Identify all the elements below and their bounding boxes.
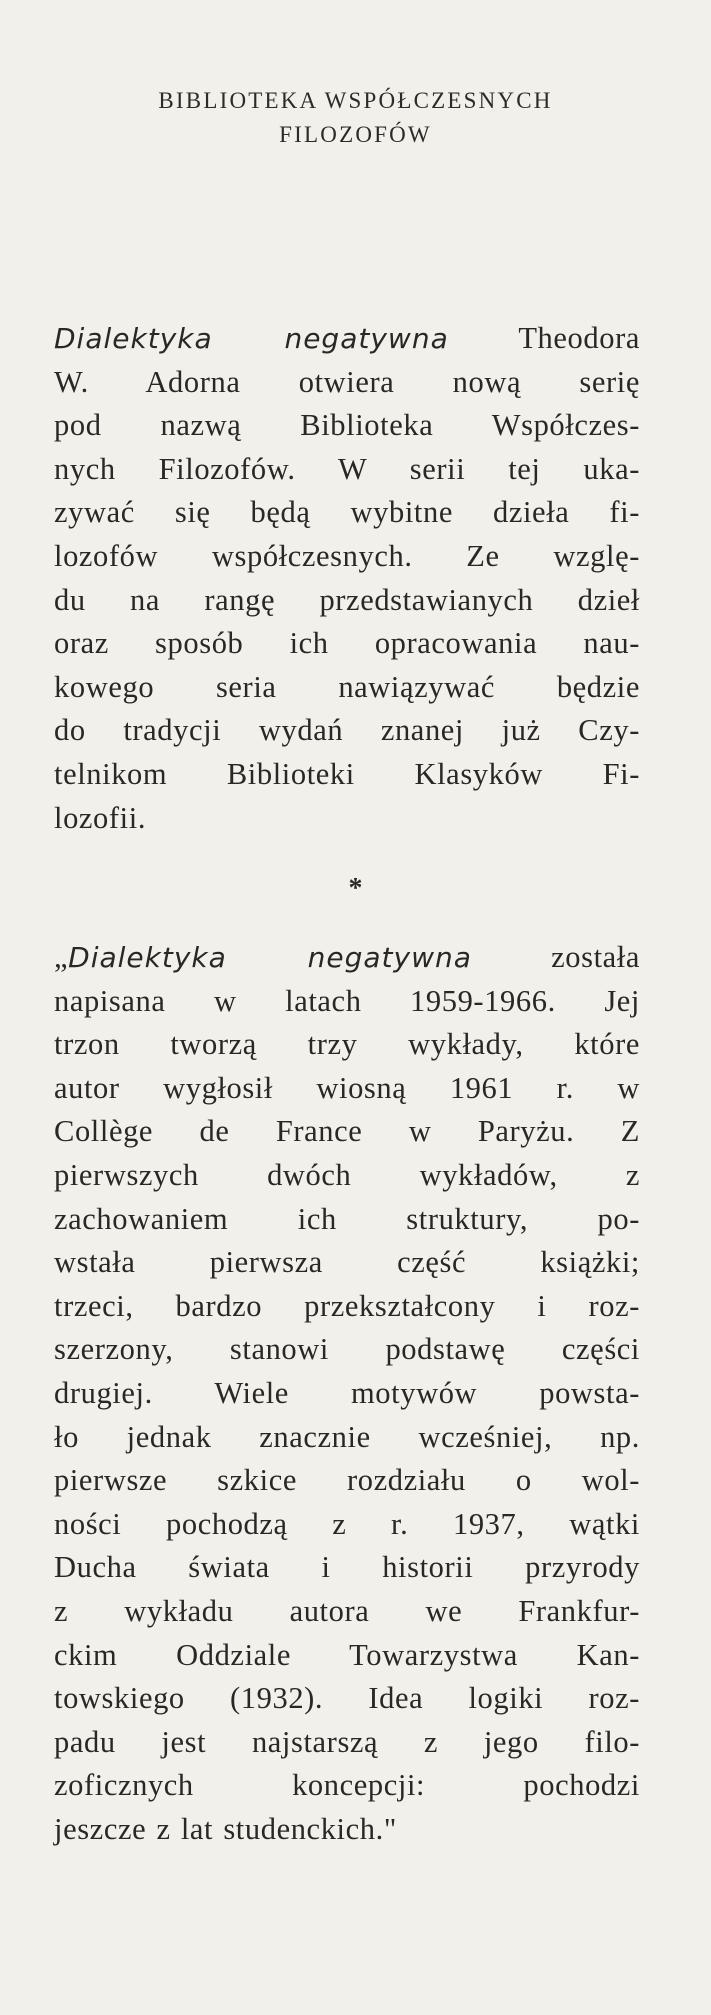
text-line: zywać się będą wybitne dzieła fi- xyxy=(54,495,640,530)
text-line: du na rangę przedstawianych dzieł xyxy=(54,582,640,617)
book-title-italic: Dialektyka negatywna xyxy=(68,941,472,974)
text-line: trzon tworzą trzy wykłady, które xyxy=(54,1027,640,1062)
text-line: do tradycji wydań znanej już Czy- xyxy=(54,713,640,748)
series-title-line-1: BIBLIOTEKA WSPÓŁCZESNYCH xyxy=(158,88,553,113)
text-line: trzeci, bardzo przekształcony i roz- xyxy=(54,1288,640,1323)
text-line: Ducha świata i historii przyrody xyxy=(54,1550,640,1585)
text-line: z wykładu autora we Frankfur- xyxy=(54,1593,640,1628)
text-line: lozofów współczesnych. Ze wzglę- xyxy=(54,538,640,573)
section-separator: * xyxy=(348,873,363,904)
text-line: kowego seria nawiązywać będzie xyxy=(54,669,640,704)
book-title-italic: Dialektyka negatywna xyxy=(54,322,449,355)
line-text: została xyxy=(471,940,640,974)
text-line: drugiej. Wiele motywów powsta- xyxy=(54,1375,640,1410)
opening-quote: „ xyxy=(54,940,69,974)
text-line: Collège de France w Paryżu. Z xyxy=(54,1114,640,1149)
text-line: ności pochodzą z r. 1937, wątki xyxy=(54,1506,640,1541)
text-line: pod nazwą Biblioteka Współczes- xyxy=(54,408,640,443)
text-line: oraz sposób ich opracowania nau- xyxy=(54,626,640,661)
series-title-line-2: FILOZOFÓW xyxy=(279,122,432,147)
text-line: nych Filozofów. W serii tej uka- xyxy=(54,451,640,486)
text-line: lozofii. xyxy=(54,800,147,835)
text-line: szerzony, stanowi podstawę części xyxy=(54,1332,640,1367)
text-line: padu jest najstarszą z jego filo- xyxy=(54,1724,640,1759)
text-line: pierwsze szkice rozdziału o wol- xyxy=(54,1463,640,1498)
book-description-paragraph xyxy=(54,936,640,1851)
text-line xyxy=(54,936,640,980)
text-line: autor wygłosił wiosną 1961 r. w xyxy=(54,1070,640,1105)
text-line: towskiego (1932). Idea logiki roz- xyxy=(54,1681,640,1716)
series-intro-paragraph xyxy=(54,317,640,840)
text-line: W. Adorna otwiera nową serię xyxy=(54,364,640,399)
text-line: ło jednak znacznie wcześniej, np. xyxy=(54,1419,640,1454)
text-line: zachowaniem ich struktury, po- xyxy=(54,1201,640,1236)
text-line: jeszcze z lat studenckich." xyxy=(54,1811,397,1846)
text-line: zoficznych koncepcji: pochodzi xyxy=(54,1768,640,1803)
line-text: Theodora xyxy=(448,321,640,355)
text-line xyxy=(54,317,640,361)
text-line: ckim Oddziale Towarzystwa Kan- xyxy=(54,1637,640,1672)
text-line: napisana w latach 1959-1966. Jej xyxy=(54,983,640,1018)
text-line: wstała pierwsza część książki; xyxy=(54,1245,640,1280)
text-line: telnikom Biblioteki Klasyków Fi- xyxy=(54,756,640,791)
text-line: pierwszych dwóch wykładów, z xyxy=(54,1157,640,1192)
series-title xyxy=(0,84,711,152)
